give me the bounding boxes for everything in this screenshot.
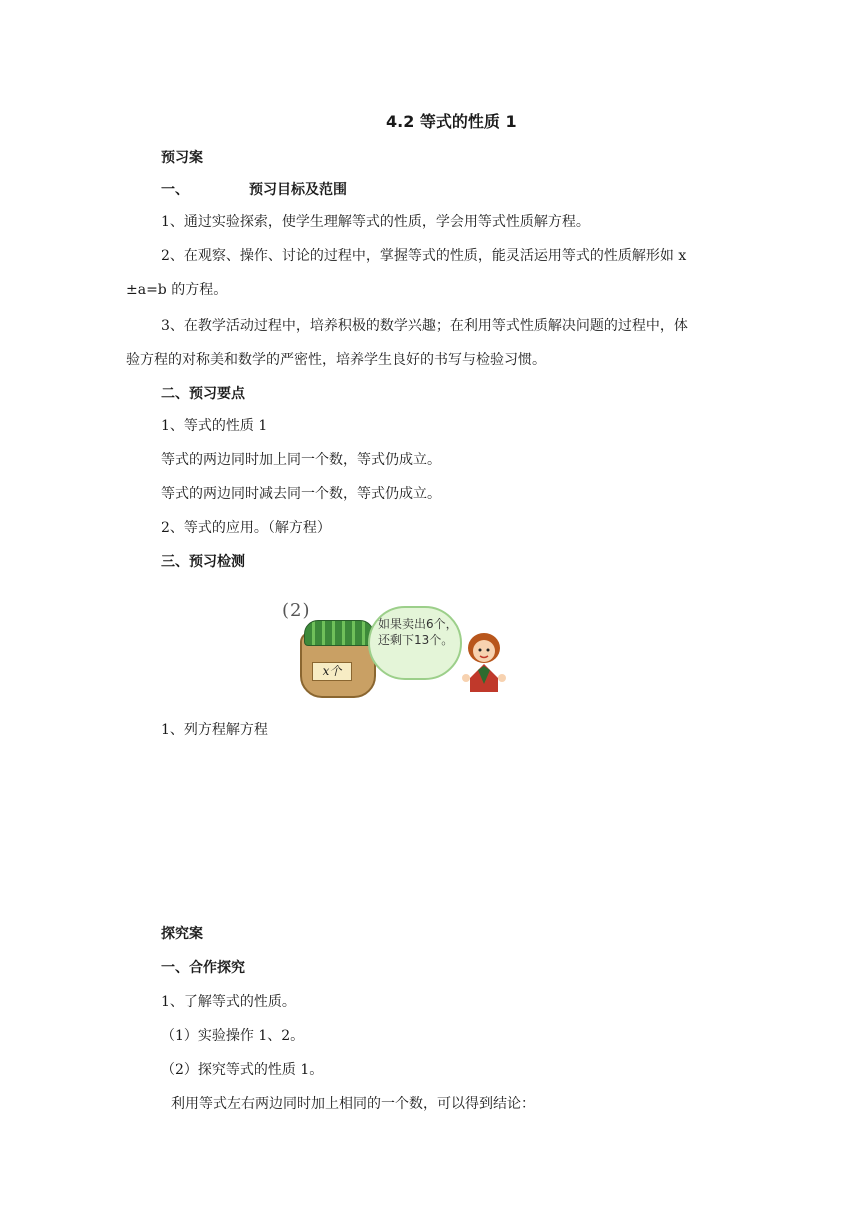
speech-bubble-text: 如果卖出6个，还剩下13个。 — [378, 617, 458, 647]
goal-2-line-1: 2、在观察、操作、讨论的过程中，掌握等式的性质，能灵活运用等式的性质解形如 x — [161, 248, 687, 264]
basket-label: x个 — [312, 662, 352, 681]
task-1: 1、列方程解方程 — [161, 722, 268, 738]
explore-section-1-title: 一、合作探究 — [161, 960, 245, 976]
explore-sub-1: （1）实验操作 1、2。 — [161, 1028, 305, 1044]
watermelon-basket-illustration — [282, 600, 512, 698]
page-title: 4.2 等式的性质 1 — [386, 112, 517, 131]
point-1-addition: 等式的两边同时加上同一个数，等式仍成立。 — [161, 452, 441, 468]
point-1: 1、等式的性质 1 — [161, 418, 268, 434]
section-1-title: 预习目标及范围 — [249, 182, 347, 198]
goal-3-line-2: 验方程的对称美和数学的严密性，培养学生良好的书写与检验习惯。 — [126, 352, 546, 368]
goal-2-line-2: ±a=b 的方程。 — [126, 282, 228, 298]
goal-3-line-1: 3、在教学活动过程中，培养积极的数学兴趣；在利用等式性质解决问题的过程中，体 — [161, 318, 688, 334]
section-2-title: 二、预习要点 — [161, 386, 245, 402]
section-1-number: 一、 — [161, 182, 189, 198]
girl-icon — [458, 626, 510, 696]
explore-sub-2: （2）探究等式的性质 1。 — [161, 1062, 324, 1078]
goal-1: 1、通过实验探索，使学生理解等式的性质，学会用等式性质解方程。 — [161, 214, 590, 230]
point-2: 2、等式的应用。（解方程） — [161, 520, 331, 536]
point-1-subtraction: 等式的两边同时减去同一个数，等式仍成立。 — [161, 486, 441, 502]
explore-heading: 探究案 — [161, 926, 203, 942]
watermelons-icon — [304, 620, 374, 646]
section-3-title: 三、预习检测 — [161, 554, 245, 570]
preview-heading: 预习案 — [161, 150, 203, 166]
explore-conclusion: 利用等式左右两边同时加上相同的一个数，可以得到结论： — [171, 1096, 535, 1112]
figure-number: (2) — [282, 600, 311, 621]
explore-item-1: 1、了解等式的性质。 — [161, 994, 296, 1010]
